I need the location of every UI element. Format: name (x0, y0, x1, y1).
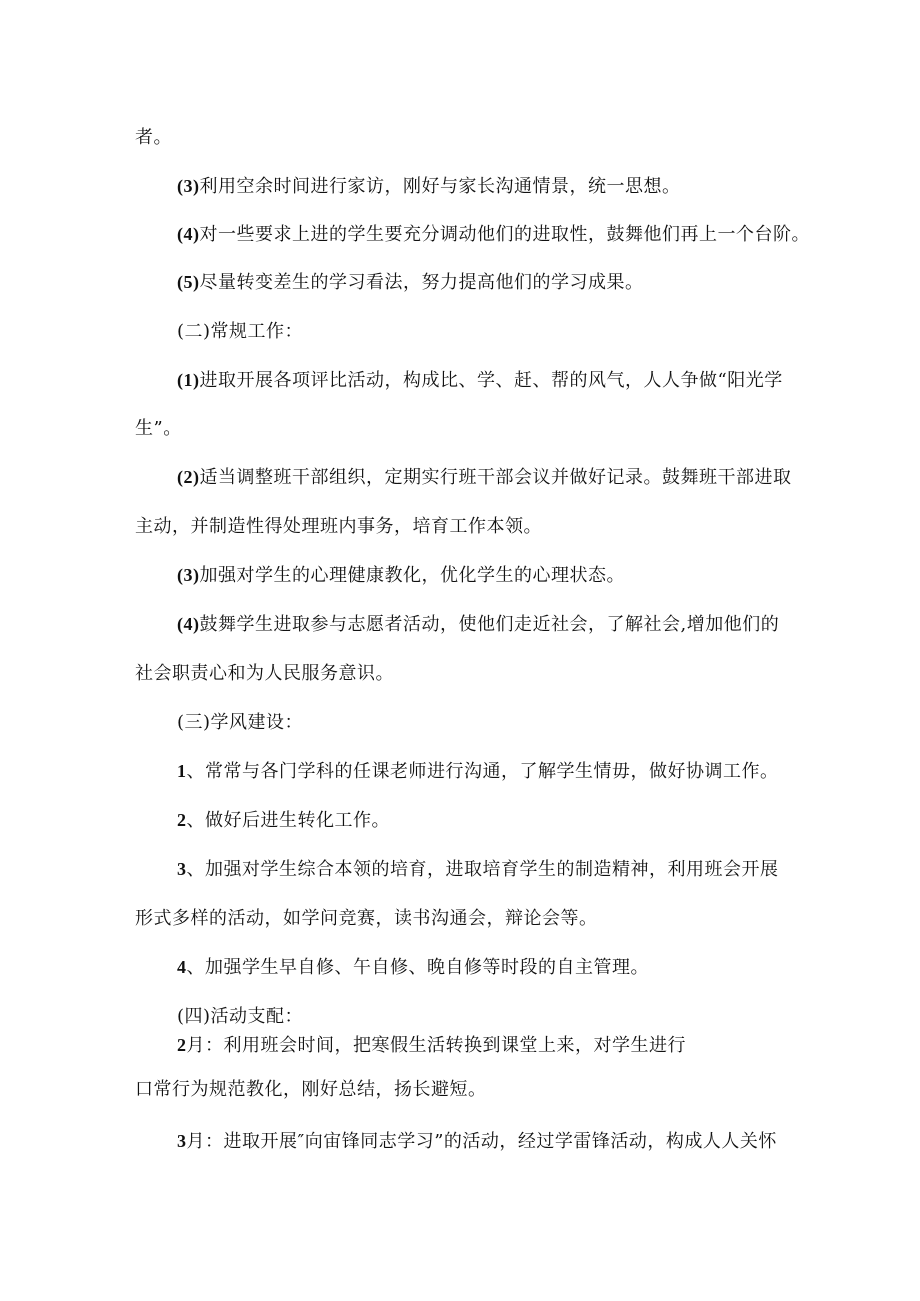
section-heading-4: (四)活动支配： (177, 1006, 304, 1027)
text-line-10: (3)加强对学生的心理健康教化，优化学生的心理状态。 (177, 565, 625, 586)
text-line-14: 1、常常与各门学科的任课老师进行沟通，了解学生情毋，做好协调工作。 (177, 761, 779, 782)
text-line-01: 者。 (135, 127, 172, 148)
text-line-07: 生”。 (135, 418, 182, 439)
text-line-15: 2、做好后进生转化工作。 (177, 810, 390, 831)
text-line-21: 口常行为规范教化，刚好总结，扬长避短。 (135, 1079, 487, 1100)
text-line-08: (2)适当调整班干部组织，定期实行班干部会议并做好记录。鼓舞班干部进取 (177, 467, 792, 488)
text-line-22: 3月：进取开展″向宙锋同志学习”的活动，经过学雷锋活动，构成人人关怀 (177, 1131, 777, 1152)
text-line-12: 社会职责心和为人民服务意识。 (135, 663, 394, 684)
section-heading-3: (三)学风建设： (177, 712, 304, 733)
section-heading-2: (二)常规工作： (177, 321, 304, 342)
text-line-20: 2月：利用班会时间，把寒假生活转换到课堂上来，对学生进行 (177, 1035, 686, 1056)
text-line-18: 4、加强学生早自修、午自修、晚自修等时段的自主管理。 (177, 957, 649, 978)
text-line-17: 形式多样的活动，如学问竞赛，读书沟通会，辩论会等。 (135, 908, 598, 929)
text-line-03: (4)对一些要求上进的学生要充分调动他们的进取性，鼓舞他们再上一个台阶。 (177, 224, 810, 245)
text-line-11: (4)鼓舞学生进取参与志愿者活动，使他们走近社会，了解社会,增加他们的 (177, 614, 780, 635)
text-line-16: 3、加强对学生综合本领的培育，进取培育学生的制造精神，利用班会开展 (177, 859, 779, 880)
text-line-02: (3)利用空余时间进行家访，刚好与家长沟通情景，统一思想。 (177, 176, 681, 197)
text-line-04: (5)尽量转变差生的学习看法，努力提高他们的学习成果。 (177, 272, 644, 293)
text-line-09: 主动，并制造性得处理班内事务，培育工作本领。 (135, 516, 542, 537)
text-line-06: (1)进取开展各项评比活动，构成比、学、赶、帮的风气，人人争做“阳光学 (177, 370, 783, 391)
